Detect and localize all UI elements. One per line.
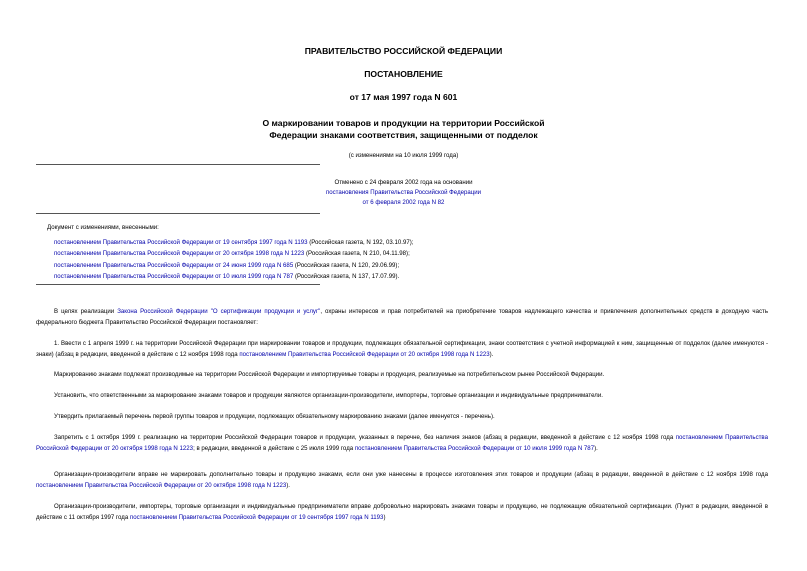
amendment-link[interactable]: постановлением Правительства Российской Федерации от 20 октября 1998 года N 1223 <box>36 481 287 489</box>
divider <box>36 284 320 285</box>
amendment-link[interactable]: постановлением Правительства Российской Федерации от 20 октября 1998 года N 1223 <box>36 434 768 452</box>
title-line-2: Федерации знаками соответствия, защищенными от подделок <box>269 129 538 140</box>
amendment-link[interactable]: постановлением Правительства Российской Федерации от 19 сентября 1997 года N 1193 <box>129 513 384 521</box>
amendment-link[interactable]: постановлением Правительства Российской Федерации от 20 октября 1998 года N 1223 <box>239 350 490 358</box>
title-line-1: О маркировании товаров и продукции на территории Российской <box>262 118 545 128</box>
cancellation-note <box>0 178 807 208</box>
amendment-link[interactable]: постановлением Правительства Российской Федерации от 10 июля 1999 года N 787 <box>54 273 294 281</box>
paragraph-4: Утвердить прилагаемый перечень первой группы товаров и продукции, подлежащих обязательному маркированию знаками (далее именуется - перечень). <box>54 413 495 420</box>
changes-note: (с изменениями на 10 июля 1999 года) <box>348 152 459 159</box>
document-kind: ПОСТАНОВЛЕНИЕ <box>364 69 443 79</box>
paragraph-2: Маркированию знаками подлежат производимые на территории Российской Федерации и импортируемые товары и продукция, реализуемые на потребительском рынке Российской Федерации. <box>54 371 605 378</box>
paragraph-1: 1. Ввести с 1 апреля 1999 г. на территории Российской Федерации при маркировании товаров и продукции, подлежащих обязательной сертификации, знаки соответствия с учетной информацией к ним, защищенные от подделок (далее именуются - знаки) (абзац в редакции, введенной в действие с 12 ноября 1998 года постановлением Правительства Российской Федерации от 20 октября 1998 года N 1223). <box>36 340 768 358</box>
amendment-link[interactable]: постановлением Правительства Российской Федерации от 10 июля 1999 года N 787 <box>354 444 595 452</box>
paragraph-6: Организации-производители вправе не маркировать дополнительно товары и продукцию знаками, если они уже нанесены в процессе изготовления этих товаров и продукции (абзац в редакции, введенной в действие с 12 ноября 1998 года постановлением Правительства Российской Федерации от 20 октября 1998 года N 1223). <box>36 471 768 489</box>
paragraph-5: Запретить с 1 октября 1999 г. реализацию на территории Российской Федерации товаров и продукции, указанных в перечне, без наличия знаков (абзац в редакции, введенной в действие с 12 ноября 1998 года постановлением Правительства Российской Федерации от 20 октября 1998 года N 1223; в редакции, введенной в действие с 25 июля 1999 года постановлением Правительства Российской Федерации от 10 июля 1999 года N 787). <box>36 434 768 452</box>
list-item: постановлением Правительства Российской Федерации от 19 сентября 1997 года N 1193 (Российская газета, N 192, 03.10.97); <box>54 239 414 246</box>
amendment-link[interactable]: постановлением Правительства Российской Федерации от 20 октября 1998 года N 1223 <box>54 250 305 258</box>
paragraph-7: Организации-производители, импортеры, торговые организации и индивидуальные предприниматели вправе добровольно маркировать знаками товары и продукцию, не подлежащие обязательной сертификации. (Пункт в редакции, введенной в действие с 11 октября 1997 года постановлением Правительства Российской Федерации от 19 сентября 1997 года N 1193) <box>36 503 768 521</box>
paragraph-preamble: В целях реализации Закона Российской Федерации "О сертификации продукции и услуг", охраны интересов и прав потребителей на приобретение товаров надлежащего качества и привлечения дополнительных средств в доходную часть федерального бюджета Правительство Российской Федерации постановляет: <box>36 308 769 326</box>
cancellation-link-1[interactable]: постановления Правительства Российской Федерации <box>325 189 482 196</box>
list-item: постановлением Правительства Российской Федерации от 24 июня 1999 года N 685 (Российская газета, N 120, 29.06.99); <box>54 261 400 269</box>
paragraph-3: Установить, что ответственными за маркирование знаками товаров и продукции являются организации-производители, импортеры, торговые организации и индивидуальные предприниматели. <box>54 392 603 399</box>
list-item: постановлением Правительства Российской Федерации от 20 октября 1998 года N 1223 (Российская газета, N 210, 04.11.98); <box>54 250 410 258</box>
cancellation-text: Отменено с 24 февраля 2002 года на основании <box>334 179 473 186</box>
amendments-heading: Документ с изменениями, внесенными: <box>47 224 159 231</box>
amendment-link[interactable]: постановлением Правительства Российской Федерации от 19 сентября 1997 года N 1193 <box>54 239 308 246</box>
divider <box>36 164 320 165</box>
list-item: постановлением Правительства Российской Федерации от 10 июля 1999 года N 787 (Российская газета, N 137, 17.07.99). <box>54 273 400 281</box>
divider <box>36 213 320 214</box>
document-title <box>0 118 807 141</box>
document-date: от 17 мая 1997 года N 601 <box>349 92 458 102</box>
cancellation-link-2[interactable]: от 6 февраля 2002 года N 82 <box>362 199 445 206</box>
law-link[interactable]: Закона Российской Федерации "О сертификации продукции и услуг" <box>117 308 321 315</box>
amendment-link[interactable]: постановлением Правительства Российской Федерации от 24 июня 1999 года N 685 <box>54 261 294 269</box>
amendments-list <box>54 237 774 283</box>
government-heading: ПРАВИТЕЛЬСТВО РОССИЙСКОЙ ФЕДЕРАЦИИ <box>304 46 503 56</box>
